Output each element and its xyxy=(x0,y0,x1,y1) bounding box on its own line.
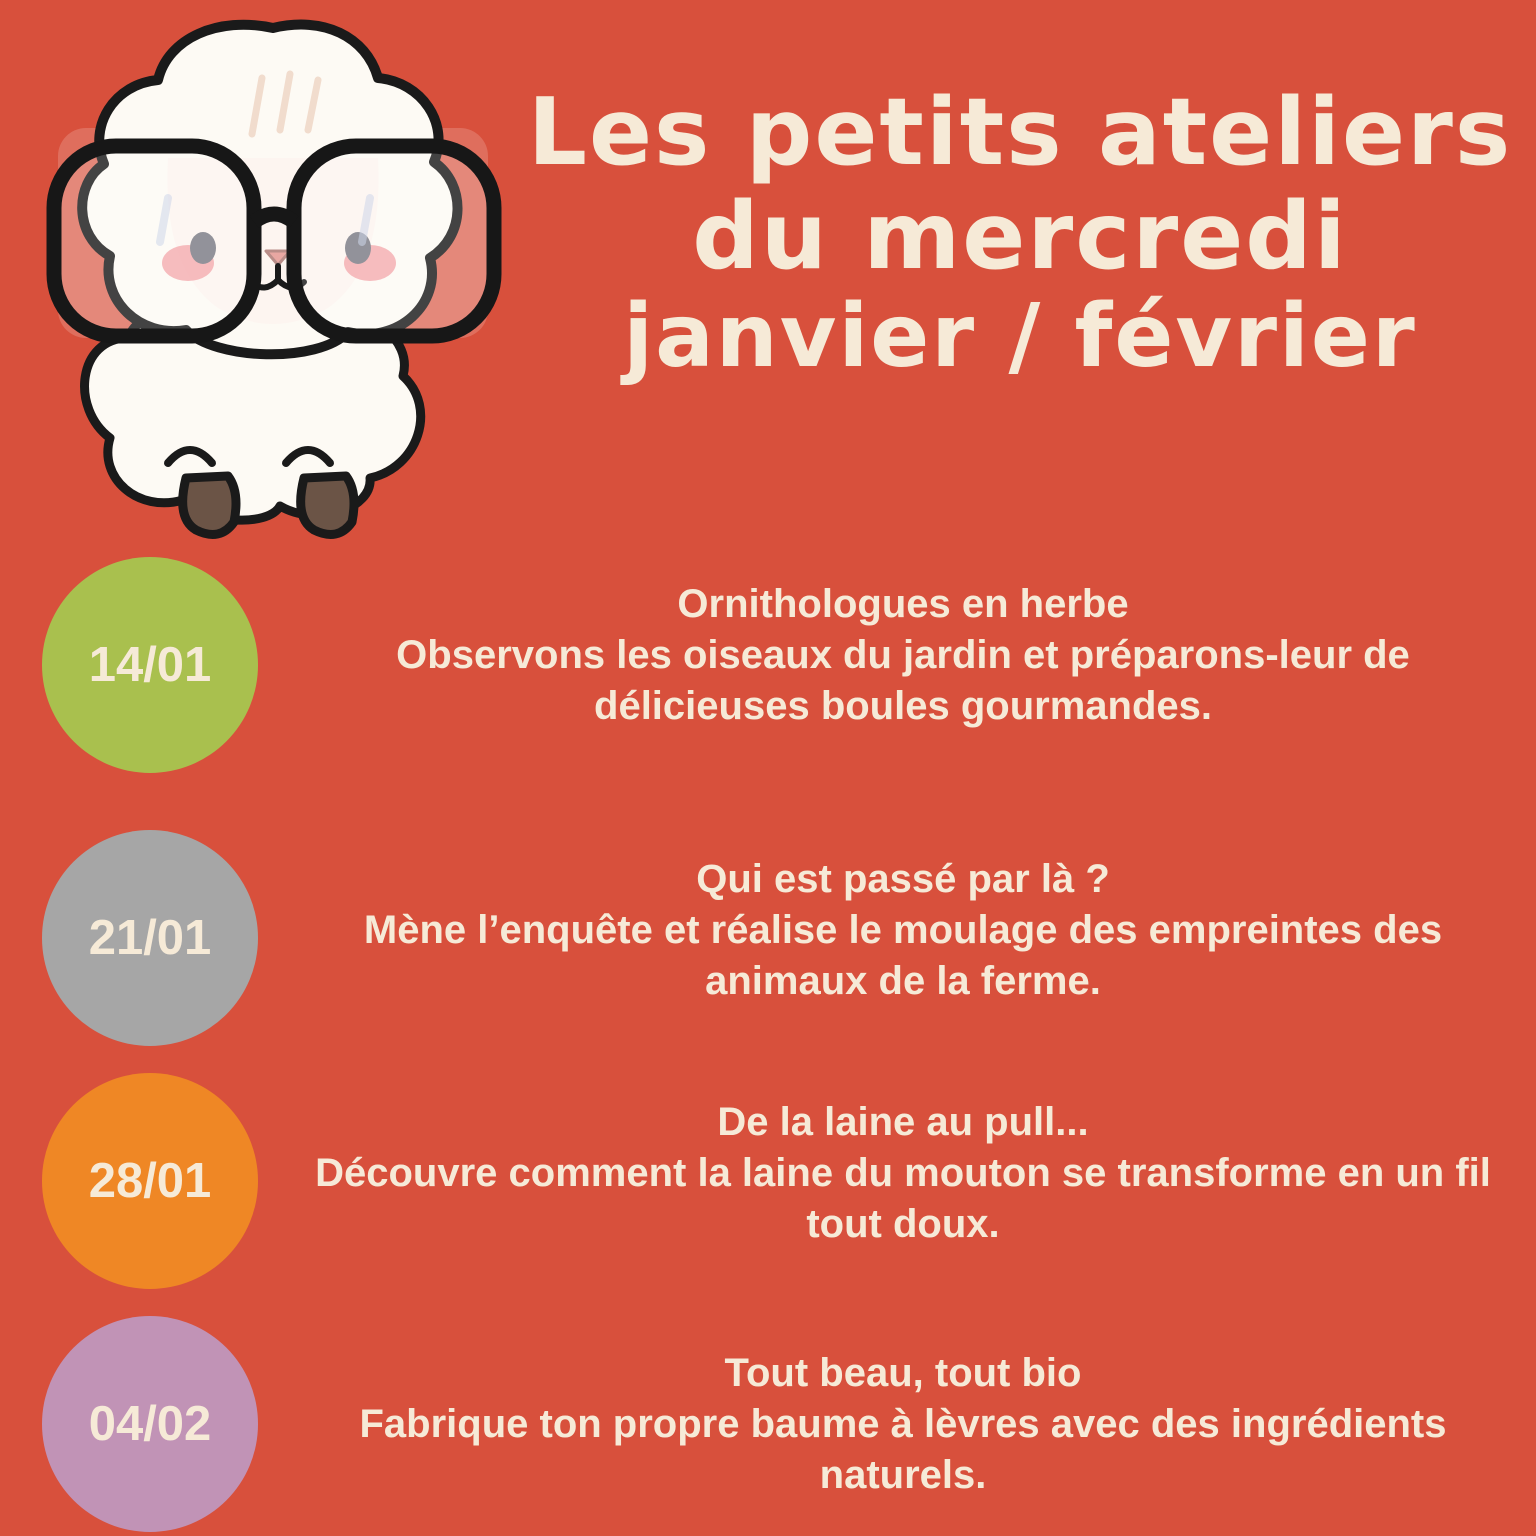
title-line-3: janvier / février xyxy=(623,285,1417,388)
date-badge-wrap xyxy=(0,1274,300,1532)
schedule-row xyxy=(0,1031,1536,1274)
schedule-row xyxy=(0,1274,1536,1517)
workshop-description: Mène l’enquête et réalise le moulage des empreintes des animaux de la ferme. xyxy=(363,908,1443,1004)
workshop-description: Fabrique ton propre baume à lèvres avec des ingrédients naturels. xyxy=(359,1402,1447,1498)
date-badge: 21/01 xyxy=(42,830,258,1046)
workshop-description: Découvre comment la laine du mouton se transforme en un fil tout doux. xyxy=(315,1151,1491,1247)
poster-header xyxy=(0,0,1536,540)
workshop-description: Observons les oiseaux du jardin et préparons-leur de délicieuses boules gourmandes. xyxy=(396,633,1410,729)
workshop-text xyxy=(300,1031,1536,1251)
schedule-row xyxy=(0,788,1536,1031)
workshop-text xyxy=(300,788,1536,1008)
date-badge-wrap xyxy=(0,788,300,1046)
workshop-title: De la laine au pull... xyxy=(717,1100,1089,1144)
date-badge-wrap xyxy=(0,1031,300,1289)
date-badge: 28/01 xyxy=(42,1073,258,1289)
title-line-2: du mercredi xyxy=(692,182,1348,291)
workshop-title: Ornithologues en herbe xyxy=(677,582,1129,626)
workshop-text xyxy=(300,545,1536,733)
workshop-text xyxy=(300,1274,1536,1502)
workshop-schedule-list xyxy=(0,545,1536,1517)
title-line-1: Les petits ateliers xyxy=(527,78,1513,186)
sheep-mascot-illustration xyxy=(18,8,528,548)
workshop-title: Qui est passé par là ? xyxy=(696,857,1110,901)
date-badge-wrap xyxy=(0,545,300,773)
workshop-title: Tout beau, tout bio xyxy=(724,1351,1082,1395)
poster-title xyxy=(520,80,1520,386)
date-badge: 04/02 xyxy=(42,1316,258,1532)
date-badge: 14/01 xyxy=(42,557,258,773)
schedule-row xyxy=(0,545,1536,788)
